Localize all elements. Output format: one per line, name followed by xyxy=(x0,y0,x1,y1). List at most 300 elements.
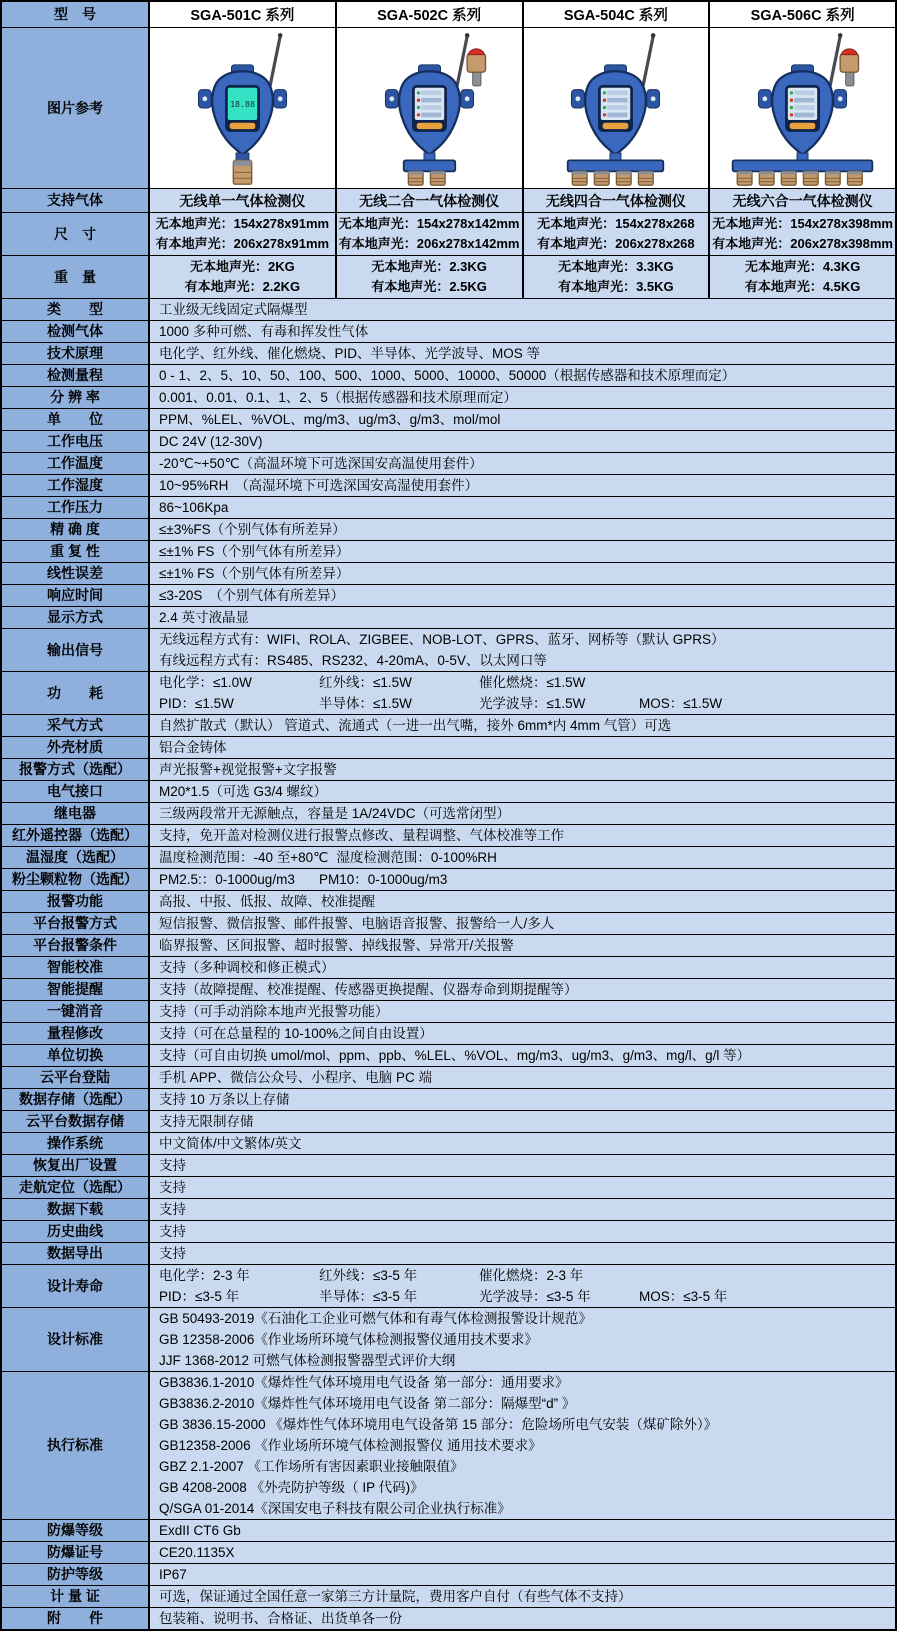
spec-value xyxy=(150,1199,895,1220)
spec-value xyxy=(150,387,895,408)
spec-label: 类 型 xyxy=(2,299,150,320)
spec-label: 输出信号 xyxy=(2,629,150,671)
dimensions-value: 有本地声光：206x278x268 xyxy=(537,236,695,251)
spec-value-segment: 手机 APP、微信公众号、小程序、电脑 PC 端 xyxy=(159,1070,433,1085)
spec-value xyxy=(150,1542,895,1563)
spec-value-line xyxy=(159,827,886,844)
spec-value-line xyxy=(159,345,886,362)
spec-value-segment: CE20.1135X xyxy=(159,1545,235,1560)
row-label-gas: 支持气体 xyxy=(2,189,150,212)
spec-row xyxy=(2,409,895,431)
spec-label: 分 辨 率 xyxy=(2,387,150,408)
spec-value-segment: 光学波导：≤1.5W xyxy=(479,696,586,711)
weight-value: 无本地声光：4.3KG xyxy=(744,259,861,274)
spec-value xyxy=(150,737,895,758)
spec-row xyxy=(2,715,895,737)
spec-row xyxy=(2,1586,895,1608)
product-image-cell-3 xyxy=(710,28,895,188)
spec-value xyxy=(150,1001,895,1022)
dimensions-value: 无本地声光：154x278x268 xyxy=(537,216,695,231)
spec-value-segment: IP67 xyxy=(159,1567,187,1582)
spec-value xyxy=(150,935,895,956)
spec-label: 数据存储（选配） xyxy=(2,1089,150,1110)
model-header-3: SGA-506C 系列 xyxy=(710,2,895,27)
spec-value-segment: GB 3836.15-2000 《爆炸性气体环境用电气设备第 15 部分：危险场所电气安装（煤矿除外）》 xyxy=(159,1417,718,1432)
spec-row xyxy=(2,607,895,629)
spec-value xyxy=(150,1155,895,1176)
spec-value xyxy=(150,979,895,1000)
spec-value-segment: ≤±1% FS（个别气体有所差异） xyxy=(159,544,350,559)
spec-value-line xyxy=(159,783,886,800)
spec-value xyxy=(150,672,895,714)
spec-row xyxy=(2,1001,895,1023)
spec-label: 工作湿度 xyxy=(2,475,150,496)
spec-value xyxy=(150,1520,895,1541)
spec-value-line xyxy=(159,1458,886,1475)
spec-row xyxy=(2,935,895,957)
spec-value-segment: PPM、%LEL、%VOL、mg/m3、ug/m3、g/m3、mol/mol xyxy=(159,412,501,427)
spec-label: 显示方式 xyxy=(2,607,150,628)
spec-value xyxy=(150,629,895,671)
spec-value-segment: 包装箱、说明书、合格证、出货单各一份 xyxy=(159,1611,402,1626)
spec-value-line xyxy=(159,717,886,734)
spec-value-segment: 温度检测范围：-40 至+80℃ xyxy=(159,850,329,865)
spec-value-segment: 支持 xyxy=(159,1202,186,1217)
spec-label: 智能提醒 xyxy=(2,979,150,1000)
row-label-size: 尺 寸 xyxy=(2,213,150,255)
spec-value-segment: 声光报警+视觉报警+文字报警 xyxy=(159,762,337,777)
spec-value-segment: PID：≤1.5W xyxy=(159,696,234,711)
dimensions-value: 有本地声光：206x278x91mm xyxy=(155,236,330,251)
spec-label: 粉尘颗粒物（选配） xyxy=(2,869,150,890)
gas-detector-4-sensors-icon xyxy=(524,29,709,187)
spec-value-segment: 红外线：≤1.5W xyxy=(319,675,412,690)
spec-value-line xyxy=(159,695,886,712)
dimensions-cols xyxy=(150,213,895,255)
spec-value xyxy=(150,1608,895,1629)
spec-label: 数据下载 xyxy=(2,1199,150,1220)
spec-label: 精 确 度 xyxy=(2,519,150,540)
spec-value-line xyxy=(159,1522,886,1539)
spec-value-line xyxy=(159,1374,886,1391)
spec-value-line xyxy=(159,543,886,560)
spec-value-line xyxy=(159,1201,886,1218)
spec-row xyxy=(2,1372,895,1520)
weight-cell-3 xyxy=(710,256,895,298)
spec-row xyxy=(2,913,895,935)
spec-value-line xyxy=(159,739,886,756)
spec-value-segment: 三级两段常开无源触点，容量是 1A/24VDC（可选常闭型） xyxy=(159,806,511,821)
spec-row xyxy=(2,803,895,825)
spec-label: 电气接口 xyxy=(2,781,150,802)
spec-value-segment: 支持 xyxy=(159,1180,186,1195)
spec-value xyxy=(150,847,895,868)
spec-value xyxy=(150,1372,895,1519)
spec-value xyxy=(150,1045,895,1066)
model-header-1: SGA-502C 系列 xyxy=(337,2,524,27)
spec-value-segment: MOS：≤3-5 年 xyxy=(639,1289,728,1304)
spec-label: 重 复 性 xyxy=(2,541,150,562)
spec-value-line xyxy=(159,1223,886,1240)
spec-value-segment: 电化学、红外线、催化燃烧、PID、半导体、光学波导、MOS 等 xyxy=(159,346,541,361)
spec-value-segment: 催化燃烧：≤1.5W xyxy=(479,675,586,690)
spec-value-segment: M20*1.5（可选 G3/4 螺纹） xyxy=(159,784,328,799)
spec-row xyxy=(2,979,895,1001)
spec-value-segment: 2.4 英寸液晶显 xyxy=(159,610,250,625)
spec-label: 工作电压 xyxy=(2,431,150,452)
spec-value-segment: 支持（可自由切换 umol/mol、ppm、ppb、%LEL、%VOL、mg/m3、ug/m3、g/m3、mg/l、g/l 等） xyxy=(159,1048,751,1063)
spec-value-line xyxy=(159,1610,886,1627)
spec-value-segment: 临界报警、区间报警、超时报警、掉线报警、异常开/关报警 xyxy=(159,938,514,953)
spec-value xyxy=(150,607,895,628)
spec-label: 技术原理 xyxy=(2,343,150,364)
spec-label: 走航定位（选配） xyxy=(2,1177,150,1198)
spec-row xyxy=(2,825,895,847)
product-image-cols xyxy=(150,28,895,188)
spec-row xyxy=(2,869,895,891)
spec-value-line xyxy=(159,1544,886,1561)
weight-cols xyxy=(150,256,895,298)
spec-label: 外壳材质 xyxy=(2,737,150,758)
spec-value xyxy=(150,409,895,430)
spec-row xyxy=(2,847,895,869)
spec-value xyxy=(150,1177,895,1198)
model-header-2: SGA-504C 系列 xyxy=(524,2,711,27)
supported-gas-3: 无线六合一气体检测仪 xyxy=(732,192,873,209)
spec-row xyxy=(2,1111,895,1133)
spec-value-segment: GB 12358-2006《作业场所环境气体检测报警仪通用技术要求》 xyxy=(159,1332,538,1347)
spec-value-line xyxy=(159,893,886,910)
dimensions-value: 有本地声光：206x278x142mm xyxy=(338,236,520,251)
spec-value-segment: GBZ 2.1-2007 《工作场所有害因素职业接触限值》 xyxy=(159,1459,464,1474)
spec-row xyxy=(2,365,895,387)
spec-row xyxy=(2,1520,895,1542)
spec-label: 防爆证号 xyxy=(2,1542,150,1563)
weight-value: 有本地声光：2.2KG xyxy=(184,279,301,294)
spec-label: 检测量程 xyxy=(2,365,150,386)
weight-cell-0 xyxy=(150,256,337,298)
spec-value-segment: 可选，保证通过全国任意一家第三方计量院，费用客户自付（有些气体不支持） xyxy=(159,1589,632,1604)
spec-row xyxy=(2,321,895,343)
spec-row xyxy=(2,759,895,781)
dimensions-cell-1 xyxy=(337,213,524,255)
spec-value-line xyxy=(159,1113,886,1130)
spec-label: 防爆等级 xyxy=(2,1520,150,1541)
spec-label: 工作温度 xyxy=(2,453,150,474)
spec-label: 设计标准 xyxy=(2,1308,150,1371)
spec-row xyxy=(2,1067,895,1089)
spec-value-line xyxy=(159,323,886,340)
spec-label: 响应时间 xyxy=(2,585,150,606)
spec-value-line xyxy=(159,1069,886,1086)
spec-row xyxy=(2,737,895,759)
spec-row xyxy=(2,672,895,715)
gas-detector-1-sensor-icon xyxy=(150,29,335,187)
spec-value-line xyxy=(159,1157,886,1174)
spec-value-line xyxy=(159,389,886,406)
spec-value-segment: ≤±1% FS（个别气体有所差异） xyxy=(159,566,350,581)
spec-value-line xyxy=(159,631,886,648)
spec-row xyxy=(2,431,895,453)
spec-value xyxy=(150,299,895,320)
spec-value xyxy=(150,1243,895,1264)
spec-value-line xyxy=(159,915,886,932)
spec-value xyxy=(150,1023,895,1044)
supported-gas-1: 无线二合一气体检测仪 xyxy=(337,189,524,212)
spec-value-segment: 支持（故障提醒、校准提醒、传感器更换提醒、仪器寿命到期提醒等） xyxy=(159,982,578,997)
spec-value xyxy=(150,343,895,364)
spec-row xyxy=(2,1221,895,1243)
spec-value-line xyxy=(159,674,886,691)
dimensions-cell-2 xyxy=(524,213,711,255)
spec-row xyxy=(2,629,895,672)
spec-label: 报警功能 xyxy=(2,891,150,912)
spec-value-line xyxy=(159,1416,886,1433)
spec-value-segment: 0.001、0.01、0.1、1、2、5（根据传感器和技术原理而定） xyxy=(159,390,517,405)
spec-row xyxy=(2,1177,895,1199)
spec-value xyxy=(150,585,895,606)
spec-value xyxy=(150,321,895,342)
spec-row xyxy=(2,781,895,803)
weight-value: 无本地声光：2.3KG xyxy=(371,259,487,274)
spec-value-segment: 支持（可在总量程的 10-100%之间自由设置） xyxy=(159,1026,433,1041)
spec-value xyxy=(150,1133,895,1154)
spec-value-line xyxy=(159,1091,886,1108)
spec-value xyxy=(150,803,895,824)
spec-row xyxy=(2,1133,895,1155)
product-image-cell-2 xyxy=(524,28,711,188)
spec-value-segment: 10~95%RH （高湿环境下可选深国安高湿使用套件） xyxy=(159,478,479,493)
spec-value xyxy=(150,475,895,496)
spec-value-line xyxy=(159,805,886,822)
spec-row xyxy=(2,585,895,607)
product-image-cell-1 xyxy=(337,28,524,188)
spec-label: 单 位 xyxy=(2,409,150,430)
spec-value xyxy=(150,715,895,736)
spec-value-segment: 电化学：2-3 年 xyxy=(159,1268,250,1283)
spec-value-segment: MOS：≤1.5W xyxy=(639,696,723,711)
spec-row xyxy=(2,1155,895,1177)
spec-value-segment: 短信报警、微信报警、邮件报警、电脑语音报警、报警给一人/多人 xyxy=(159,916,555,931)
spec-label: 智能校准 xyxy=(2,957,150,978)
spec-row xyxy=(2,1089,895,1111)
spec-value-segment: 支持（可手动消除本地声光报警功能） xyxy=(159,1004,389,1019)
spec-label: 防护等级 xyxy=(2,1564,150,1585)
spec-value-line xyxy=(159,871,886,888)
model-header-0: SGA-501C 系列 xyxy=(150,2,337,27)
supported-gas-row xyxy=(2,189,895,213)
row-label-weight: 重 量 xyxy=(2,256,150,298)
spec-value-line xyxy=(159,367,886,384)
spec-value-segment: 86~106Kpa xyxy=(159,500,229,515)
spec-label: 附 件 xyxy=(2,1608,150,1629)
spec-label: 设计寿命 xyxy=(2,1265,150,1307)
spec-row xyxy=(2,1023,895,1045)
spec-value-line xyxy=(159,521,886,538)
spec-value-line xyxy=(159,1267,886,1284)
spec-value-segment: GB 4208-2008 《外壳防护等级（ IP 代码)》 xyxy=(159,1480,424,1495)
spec-value xyxy=(150,957,895,978)
spec-value xyxy=(150,431,895,452)
spec-value xyxy=(150,497,895,518)
spec-value xyxy=(150,1221,895,1242)
dimensions-value: 无本地声光：154x278x91mm xyxy=(155,216,330,231)
spec-value xyxy=(150,1111,895,1132)
spec-value-segment: 0 - 1、2、5、10、50、100、500、1000、5000、10000、50000（根据传感器和技术原理而定） xyxy=(159,368,736,383)
spec-value-line xyxy=(159,652,886,669)
spec-row xyxy=(2,957,895,979)
dimensions-cell-3 xyxy=(710,213,895,255)
spec-value-segment: 中文简体/中文繁体/英文 xyxy=(159,1136,302,1151)
spec-value-segment: PM2.5:：0-1000ug/m3 xyxy=(159,872,295,887)
spec-value-line xyxy=(159,1179,886,1196)
spec-label: 检测气体 xyxy=(2,321,150,342)
spec-value-segment: GB3836.1-2010《爆炸性气体环境用电气设备 第一部分：通用要求》 xyxy=(159,1375,569,1390)
spec-row xyxy=(2,1564,895,1586)
spec-value-segment: GB3836.2-2010《爆炸性气体环境用电气设备 第二部分：隔爆型“d” 》 xyxy=(159,1396,576,1411)
spec-value-line xyxy=(159,1245,886,1262)
spec-value xyxy=(150,1265,895,1307)
spec-value-line xyxy=(159,1588,886,1605)
spec-row xyxy=(2,497,895,519)
spec-value-line xyxy=(159,1288,886,1305)
spec-value-segment: 支持（多种调校和修正模式） xyxy=(159,960,335,975)
model-header-cols xyxy=(150,2,895,27)
spec-value-segment: PID：≤3-5 年 xyxy=(159,1289,240,1304)
spec-row xyxy=(2,453,895,475)
spec-value-segment: 无线远程方式有：WIFI、ROLA、ZIGBEE、NOB-LOT、GPRS、蓝牙、网桥等（默认 GPRS） xyxy=(159,632,725,647)
spec-value-segment: PM10：0-1000ug/m3 xyxy=(319,872,448,887)
weight-value: 无本地声光：3.3KG xyxy=(558,259,674,274)
weight-cell-2 xyxy=(524,256,711,298)
spec-row xyxy=(2,891,895,913)
spec-value-segment: 铝合金铸体 xyxy=(159,740,227,755)
spec-value-segment: ExdII CT6 Gb xyxy=(159,1523,241,1538)
spec-value xyxy=(150,1089,895,1110)
dimensions-cell-0 xyxy=(150,213,337,255)
spec-value xyxy=(150,453,895,474)
spec-value-line xyxy=(159,499,886,516)
spec-value xyxy=(150,781,895,802)
spec-value xyxy=(150,519,895,540)
spec-label: 继电器 xyxy=(2,803,150,824)
spec-value-segment: 工业级无线固定式隔爆型 xyxy=(159,302,308,317)
dimensions-value: 无本地声光：154x278x398mm xyxy=(712,216,893,231)
spec-label: 线性误差 xyxy=(2,563,150,584)
spec-value-line xyxy=(159,1025,886,1042)
spec-row xyxy=(2,1243,895,1265)
spec-row xyxy=(2,343,895,365)
spec-value-segment: 半导体：≤1.5W xyxy=(319,696,412,711)
spec-label: 计 量 证 xyxy=(2,1586,150,1607)
weight-row xyxy=(2,256,895,299)
spec-value-line xyxy=(159,1047,886,1064)
spec-value-segment: 高报、中报、低报、故障、校准提醒 xyxy=(159,894,375,909)
spec-value-segment: -20℃~+50℃（高温环境下可选深国安高温使用套件） xyxy=(159,456,483,471)
spec-value-line xyxy=(159,937,886,954)
spec-label: 采气方式 xyxy=(2,715,150,736)
spec-value-line xyxy=(159,411,886,428)
spec-label: 平台报警条件 xyxy=(2,935,150,956)
spec-value-line xyxy=(159,849,886,866)
spec-value-segment: 支持 xyxy=(159,1224,186,1239)
spec-value-segment: GB12358-2006 《作业场所环境气体检测报警仪 通用技术要求》 xyxy=(159,1438,542,1453)
spec-value-line xyxy=(159,565,886,582)
spec-value-segment: 有线远程方式有：RS485、RS232、4-20mA、0-5V、以太网口等 xyxy=(159,653,547,668)
image-reference-row xyxy=(2,28,895,189)
dimensions-value: 有本地声光：206x278x398mm xyxy=(712,236,893,251)
spec-value-line xyxy=(159,1479,886,1496)
spec-row xyxy=(2,387,895,409)
spec-value-segment: 湿度检测范围：0-100%RH xyxy=(336,850,497,865)
spec-value-segment: DC 24V (12-30V) xyxy=(159,434,263,449)
row-label-model: 型 号 xyxy=(2,2,150,27)
spec-label: 历史曲线 xyxy=(2,1221,150,1242)
spec-value-line xyxy=(159,1500,886,1517)
spec-value-segment: ≤3-20S （个别气体有所差异） xyxy=(159,588,345,603)
spec-value-line xyxy=(159,455,886,472)
spec-value-line xyxy=(159,1310,886,1327)
spec-value-segment: 支持 10 万条以上存储 xyxy=(159,1092,290,1107)
spec-label: 数据导出 xyxy=(2,1243,150,1264)
spec-value xyxy=(150,1067,895,1088)
supported-gas-cols xyxy=(150,189,895,212)
spec-value-line xyxy=(159,761,886,778)
spec-row xyxy=(2,299,895,321)
spec-row xyxy=(2,1045,895,1067)
spec-value xyxy=(150,563,895,584)
model-header-row xyxy=(2,2,895,28)
spec-label: 单位切换 xyxy=(2,1045,150,1066)
spec-row xyxy=(2,1608,895,1629)
spec-value-line xyxy=(159,301,886,318)
dimensions-value: 无本地声光：154x278x142mm xyxy=(338,216,520,231)
spec-label: 平台报警方式 xyxy=(2,913,150,934)
spec-value xyxy=(150,1564,895,1585)
spec-label: 工作压力 xyxy=(2,497,150,518)
product-image-cell-0 xyxy=(150,28,337,188)
spec-value-segment: GB 50493-2019《石油化工企业可燃气体和有毒气体检测报警设计规范》 xyxy=(159,1311,592,1326)
weight-cell-1 xyxy=(337,256,524,298)
supported-gas-2: 无线四合一气体检测仪 xyxy=(524,189,711,212)
spec-row xyxy=(2,541,895,563)
spec-value-line xyxy=(159,1331,886,1348)
spec-label: 云平台数据存储 xyxy=(2,1111,150,1132)
spec-value-line xyxy=(159,1003,886,1020)
spec-label: 操作系统 xyxy=(2,1133,150,1154)
spec-label: 报警方式（选配） xyxy=(2,759,150,780)
spec-label: 红外遥控器（选配） xyxy=(2,825,150,846)
spec-value-segment: 自然扩散式（默认） 管道式、流通式（一进一出气嘴，接外 6mm*内 4mm 气管）可选 xyxy=(159,718,672,733)
spec-value-segment: 光学波导：≤3-5 年 xyxy=(479,1289,591,1304)
spec-value-segment: 1000 多种可燃、有毒和挥发性气体 xyxy=(159,324,369,339)
spec-label: 温湿度（选配） xyxy=(2,847,150,868)
svg-text:18.88: 18.88 xyxy=(229,99,255,110)
spec-value xyxy=(150,825,895,846)
spec-row xyxy=(2,1542,895,1564)
spec-value-segment: Q/SGA 01-2014《深国安电子科技有限公司企业执行标准》 xyxy=(159,1501,511,1516)
weight-value: 有本地声光：3.5KG xyxy=(558,279,674,294)
weight-value: 无本地声光：2KG xyxy=(190,259,295,274)
spec-value xyxy=(150,759,895,780)
spec-row xyxy=(2,1308,895,1372)
spec-value-line xyxy=(159,1135,886,1152)
gas-detector-6-sensors-icon xyxy=(710,29,895,187)
supported-gas-0: 无线单一气体检测仪 xyxy=(150,189,337,212)
spec-value-segment: 支持无限制存储 xyxy=(159,1114,254,1129)
spec-label: 执行标准 xyxy=(2,1372,150,1519)
spec-value-line xyxy=(159,959,886,976)
